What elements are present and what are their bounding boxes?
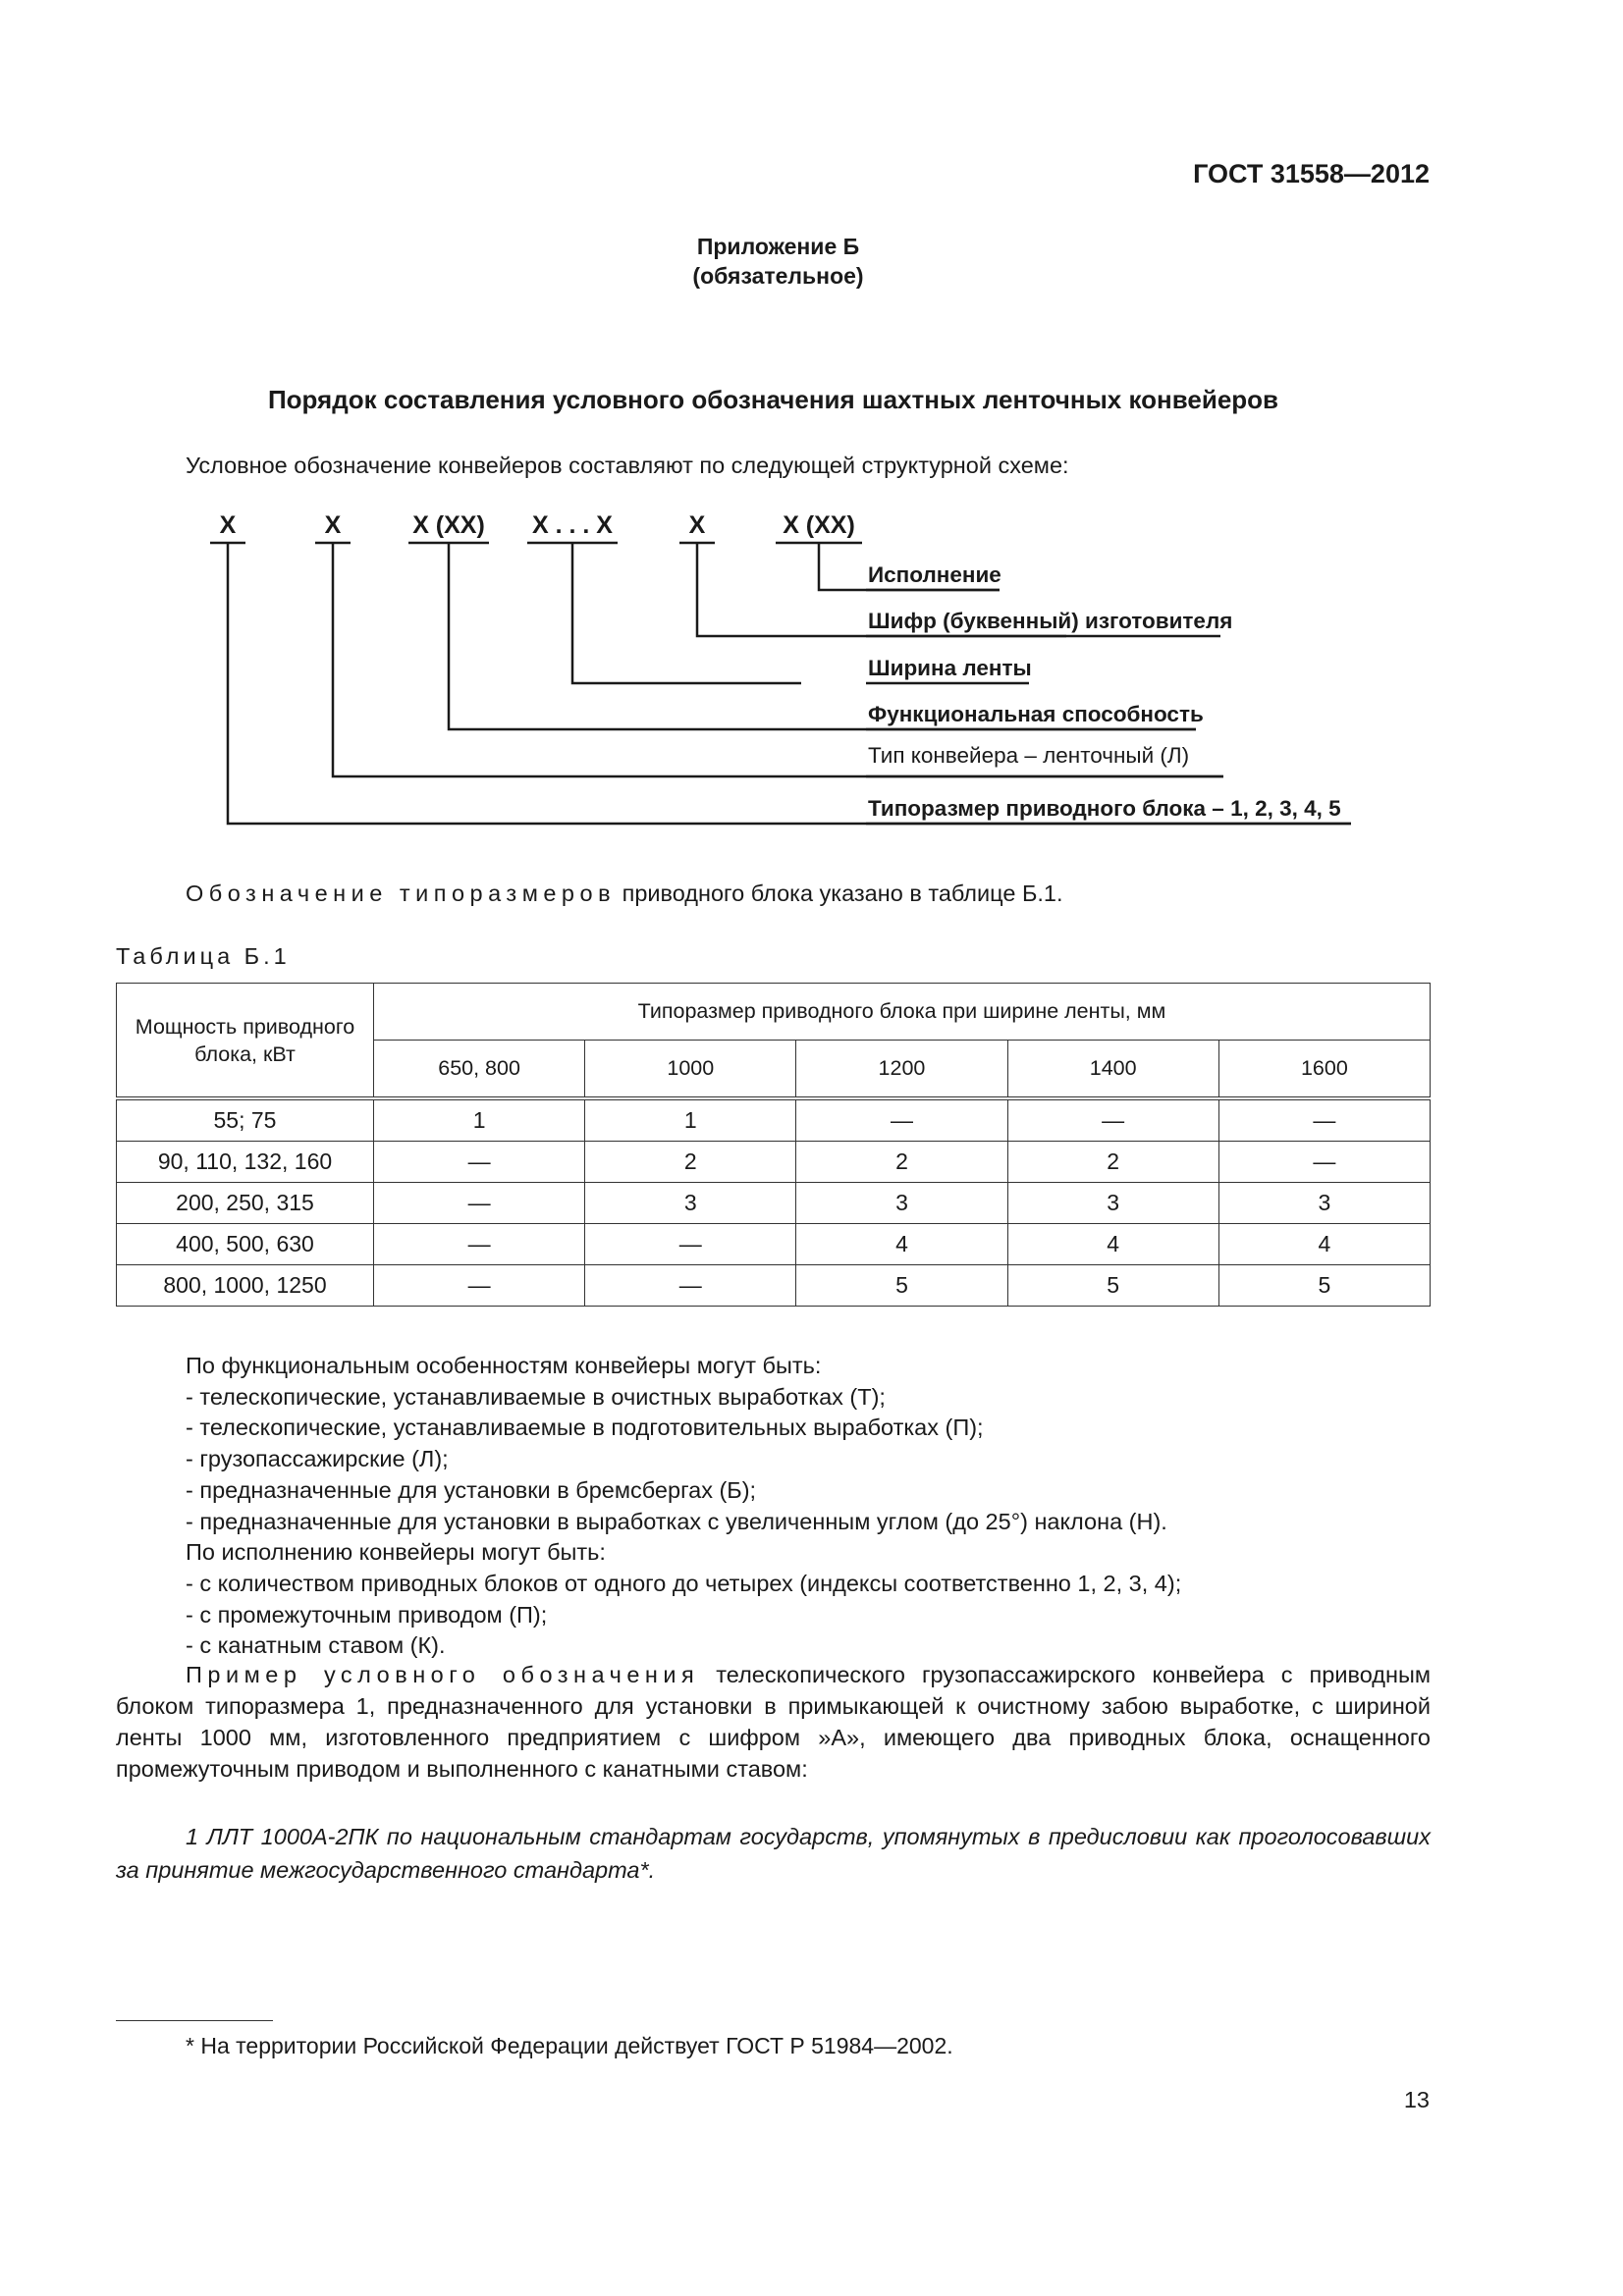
- table-header-width: 1000: [585, 1041, 796, 1099]
- table-cell: —: [374, 1183, 585, 1224]
- list-item: - грузопассажирские (Л);: [186, 1446, 449, 1472]
- table-cell: —: [796, 1098, 1007, 1142]
- drive-size-table: [116, 983, 1431, 1307]
- scheme-code-5: X: [688, 511, 706, 539]
- example-text: телескопического грузопассажирского конвейера с приводным блоком типоразмера 1, предназначенного для установки в примыкающей к очистному забою выработке, с шириной ленты 1000 мм, изготовленного предприятием с шифром »А», имеющего два приводных блока, оснащенного промежуточным приводом и выполненного с канатными ставом:: [116, 1662, 1431, 1782]
- list-item: - телескопические, устанавливаемые в подготовительных выработках (П);: [186, 1415, 984, 1441]
- table-header-group: Типоразмер приводного блока при ширине ленты, мм: [374, 984, 1431, 1041]
- table-cell: 3: [585, 1183, 796, 1224]
- table-cell: 2: [585, 1142, 796, 1183]
- example-spaced-label: Пример условного обозначения: [186, 1662, 700, 1687]
- table-header-width: 1200: [796, 1041, 1007, 1099]
- table-row: [117, 1183, 1431, 1224]
- page-number: 13: [1403, 2087, 1430, 2112]
- table-cell-power: 55; 75: [117, 1098, 374, 1142]
- scheme-code-4: X . . . X: [532, 511, 613, 539]
- table-row: [117, 1098, 1431, 1142]
- list-item: - с количеством приводных блоков от одного до четырех (индексы соответственно 1, 2, 3, 4);: [186, 1570, 1182, 1596]
- example-paragraph: [116, 1659, 1431, 1785]
- table-cell: 4: [796, 1224, 1007, 1265]
- table-cell-power: 400, 500, 630: [117, 1224, 374, 1265]
- scheme-code-1: X: [219, 511, 237, 539]
- scheme-code-6: X (XX): [783, 511, 855, 539]
- table-row: [117, 1142, 1431, 1183]
- table-header-width: 1600: [1218, 1041, 1430, 1099]
- table-row: [117, 1224, 1431, 1265]
- table-cell: 3: [1218, 1183, 1430, 1224]
- table-reference-rest: приводного блока указано в таблице Б.1.: [616, 881, 1063, 906]
- table-cell: 5: [1218, 1265, 1430, 1307]
- table-cell: 5: [1007, 1265, 1218, 1307]
- table-cell: —: [1007, 1098, 1218, 1142]
- table-row: [117, 1265, 1431, 1307]
- table-cell-power: 800, 1000, 1250: [117, 1265, 374, 1307]
- intro-paragraph: Условное обозначение конвейеров составляют по следующей структурной схеме:: [186, 453, 1069, 478]
- table-cell-power: 200, 250, 315: [117, 1183, 374, 1224]
- table-cell: 1: [374, 1098, 585, 1142]
- table-cell-power: 90, 110, 132, 160: [117, 1142, 374, 1183]
- table-cell: 4: [1218, 1224, 1430, 1265]
- table-caption: Таблица Б.1: [116, 943, 291, 969]
- list-item: По исполнению конвейеры могут быть:: [186, 1539, 606, 1566]
- table-reference-paragraph: [186, 878, 1063, 909]
- list-item: - телескопические, устанавливаемые в очистных выработках (Т);: [186, 1383, 886, 1410]
- table-cell: —: [1218, 1098, 1430, 1142]
- italic-note-text: 1 ЛЛТ 1000А-2ПК по национальным стандартам государств, упомянутых в предисловии как проголосовавших за принятие межгосударственного стандарта*.: [116, 1824, 1431, 1883]
- table-cell: 5: [796, 1265, 1007, 1307]
- footnote: * На территории Российской Федерации действует ГОСТ Р 51984—2002.: [186, 2033, 953, 2058]
- table-cell: —: [374, 1265, 585, 1307]
- table-cell: 3: [796, 1183, 1007, 1224]
- table-reference-spaced: Обозначение типоразмеров: [186, 881, 617, 906]
- table-cell: 2: [1007, 1142, 1218, 1183]
- list-item: По функциональным особенностям конвейеры могут быть:: [186, 1353, 822, 1378]
- annex-status: (обязательное): [692, 263, 864, 289]
- scheme-label-manufacturer-code: Шифр (буквенный) изготовителя: [868, 609, 1233, 633]
- table-cell: 2: [796, 1142, 1007, 1183]
- table-cell: 3: [1007, 1183, 1218, 1224]
- list-item: - с промежуточным приводом (П);: [186, 1601, 548, 1628]
- scheme-code-2: X: [324, 511, 342, 539]
- scheme-label-execution: Исполнение: [868, 562, 1001, 587]
- italic-note: [116, 1820, 1431, 1887]
- list-item: - предназначенные для установки в бремсбергах (Б);: [186, 1476, 757, 1503]
- table-cell: —: [585, 1265, 796, 1307]
- list-item: - с канатным ставом (К).: [186, 1632, 446, 1659]
- table-cell: 4: [1007, 1224, 1218, 1265]
- scheme-label-drive-size: Типоразмер приводного блока – 1, 2, 3, 4, 5: [868, 796, 1341, 821]
- structure-scheme-diagram: [0, 0, 1623, 883]
- footnote-divider: [116, 2020, 273, 2021]
- table-cell: —: [585, 1224, 796, 1265]
- table-header-width: 650, 800: [374, 1041, 585, 1099]
- section-title: Порядок составления условного обозначения шахтных ленточных конвейеров: [267, 385, 1279, 414]
- scheme-label-belt-width: Ширина ленты: [868, 656, 1032, 680]
- table-cell: —: [374, 1142, 585, 1183]
- scheme-label-function: Функциональная способность: [868, 702, 1204, 726]
- standard-number: ГОСТ 31558—2012: [1193, 159, 1430, 188]
- scheme-label-conveyor-type: Тип конвейера – ленточный (Л): [868, 743, 1190, 768]
- features-list: [186, 1351, 1181, 1662]
- table-header-power: Мощность приводного блока, кВт: [117, 984, 374, 1099]
- table-cell: —: [374, 1224, 585, 1265]
- annex-title: Приложение Б: [696, 234, 860, 259]
- table-header-width: 1400: [1007, 1041, 1218, 1099]
- table-cell: —: [1218, 1142, 1430, 1183]
- scheme-code-3: X (XX): [412, 511, 485, 539]
- list-item: - предназначенные для установки в выработках с увеличенным углом (до 25°) наклона (Н).: [186, 1508, 1167, 1534]
- table-cell: 1: [585, 1098, 796, 1142]
